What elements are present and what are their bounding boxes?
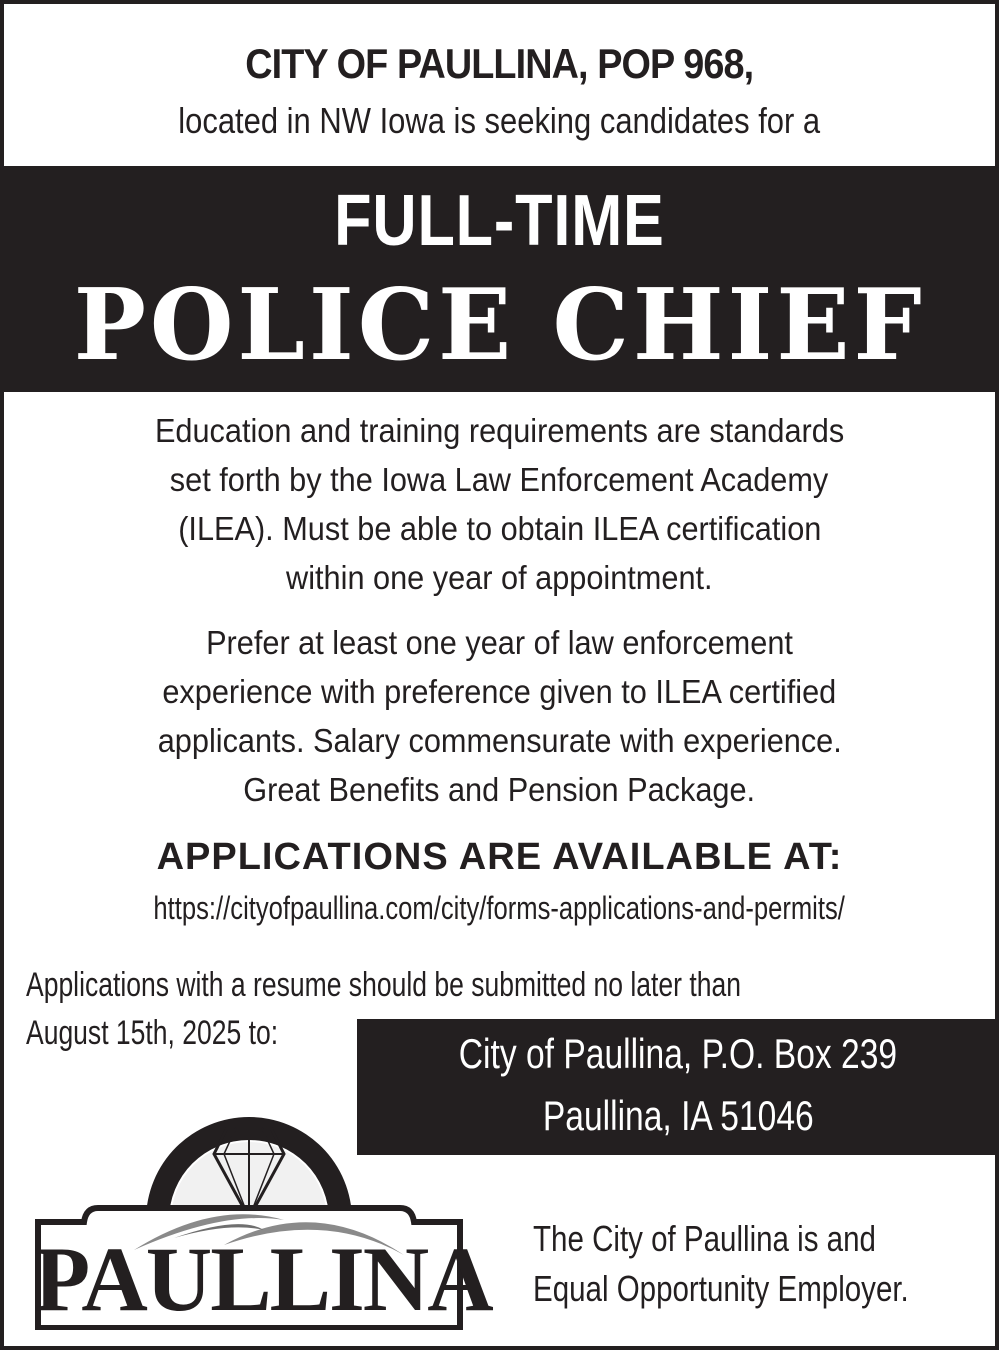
req2-line: experience with preference given to ILEA certified bbox=[162, 673, 837, 710]
address-line-2-text: Paullina, IA 51046 bbox=[542, 1092, 814, 1139]
submission-deadline-line-2: August 15th, 2025 to: bbox=[26, 1014, 279, 1052]
submission-deadline-line-1: Applications with a resume should be submitted no later than bbox=[26, 966, 741, 1004]
address-line-1-text: City of Paullina, P.O. Box 239 bbox=[458, 1030, 898, 1077]
eeo-statement bbox=[533, 1214, 991, 1314]
location-subtitle-text: located in NW Iowa is seeking candidates for a bbox=[178, 100, 821, 141]
eeo-line-2: Equal Opportunity Employer. bbox=[533, 1268, 909, 1309]
req2-line: Prefer at least one year of law enforcement bbox=[206, 624, 793, 661]
address-line-1 bbox=[357, 1030, 999, 1078]
req1-line: Education and training requirements are standards bbox=[154, 412, 845, 449]
position-title-text: POLICE CHIEF bbox=[73, 268, 926, 383]
location-subtitle bbox=[0, 100, 999, 142]
applications-heading-text: APPLICATIONS ARE AVAILABLE AT: bbox=[156, 836, 843, 878]
city-headline-text: CITY OF PAULLINA, POP 968, bbox=[245, 40, 754, 87]
applications-heading bbox=[0, 836, 999, 879]
position-title bbox=[0, 268, 999, 383]
requirements-paragraph-2 bbox=[0, 618, 999, 814]
position-type bbox=[0, 180, 999, 262]
req1-line: within one year of appointment. bbox=[286, 559, 713, 596]
logo-wordmark: PAULLINA bbox=[34, 1228, 492, 1330]
req2-line: Great Benefits and Pension Package. bbox=[243, 771, 756, 808]
requirements-paragraph-1 bbox=[0, 406, 999, 602]
city-headline bbox=[0, 40, 999, 88]
applications-url-link[interactable]: https://cityofpaullina.com/city/forms-applications-and-permits/ bbox=[153, 890, 846, 926]
req1-line: (ILEA). Must be able to obtain ILEA certification bbox=[177, 510, 822, 547]
applications-url[interactable] bbox=[0, 890, 999, 927]
eeo-line-1: The City of Paullina is and bbox=[533, 1218, 876, 1259]
req2-line: applicants. Salary commensurate with experience. bbox=[157, 722, 842, 759]
position-type-text: FULL-TIME bbox=[334, 181, 665, 261]
req1-line: set forth by the Iowa Law Enforcement Academy bbox=[170, 461, 829, 498]
